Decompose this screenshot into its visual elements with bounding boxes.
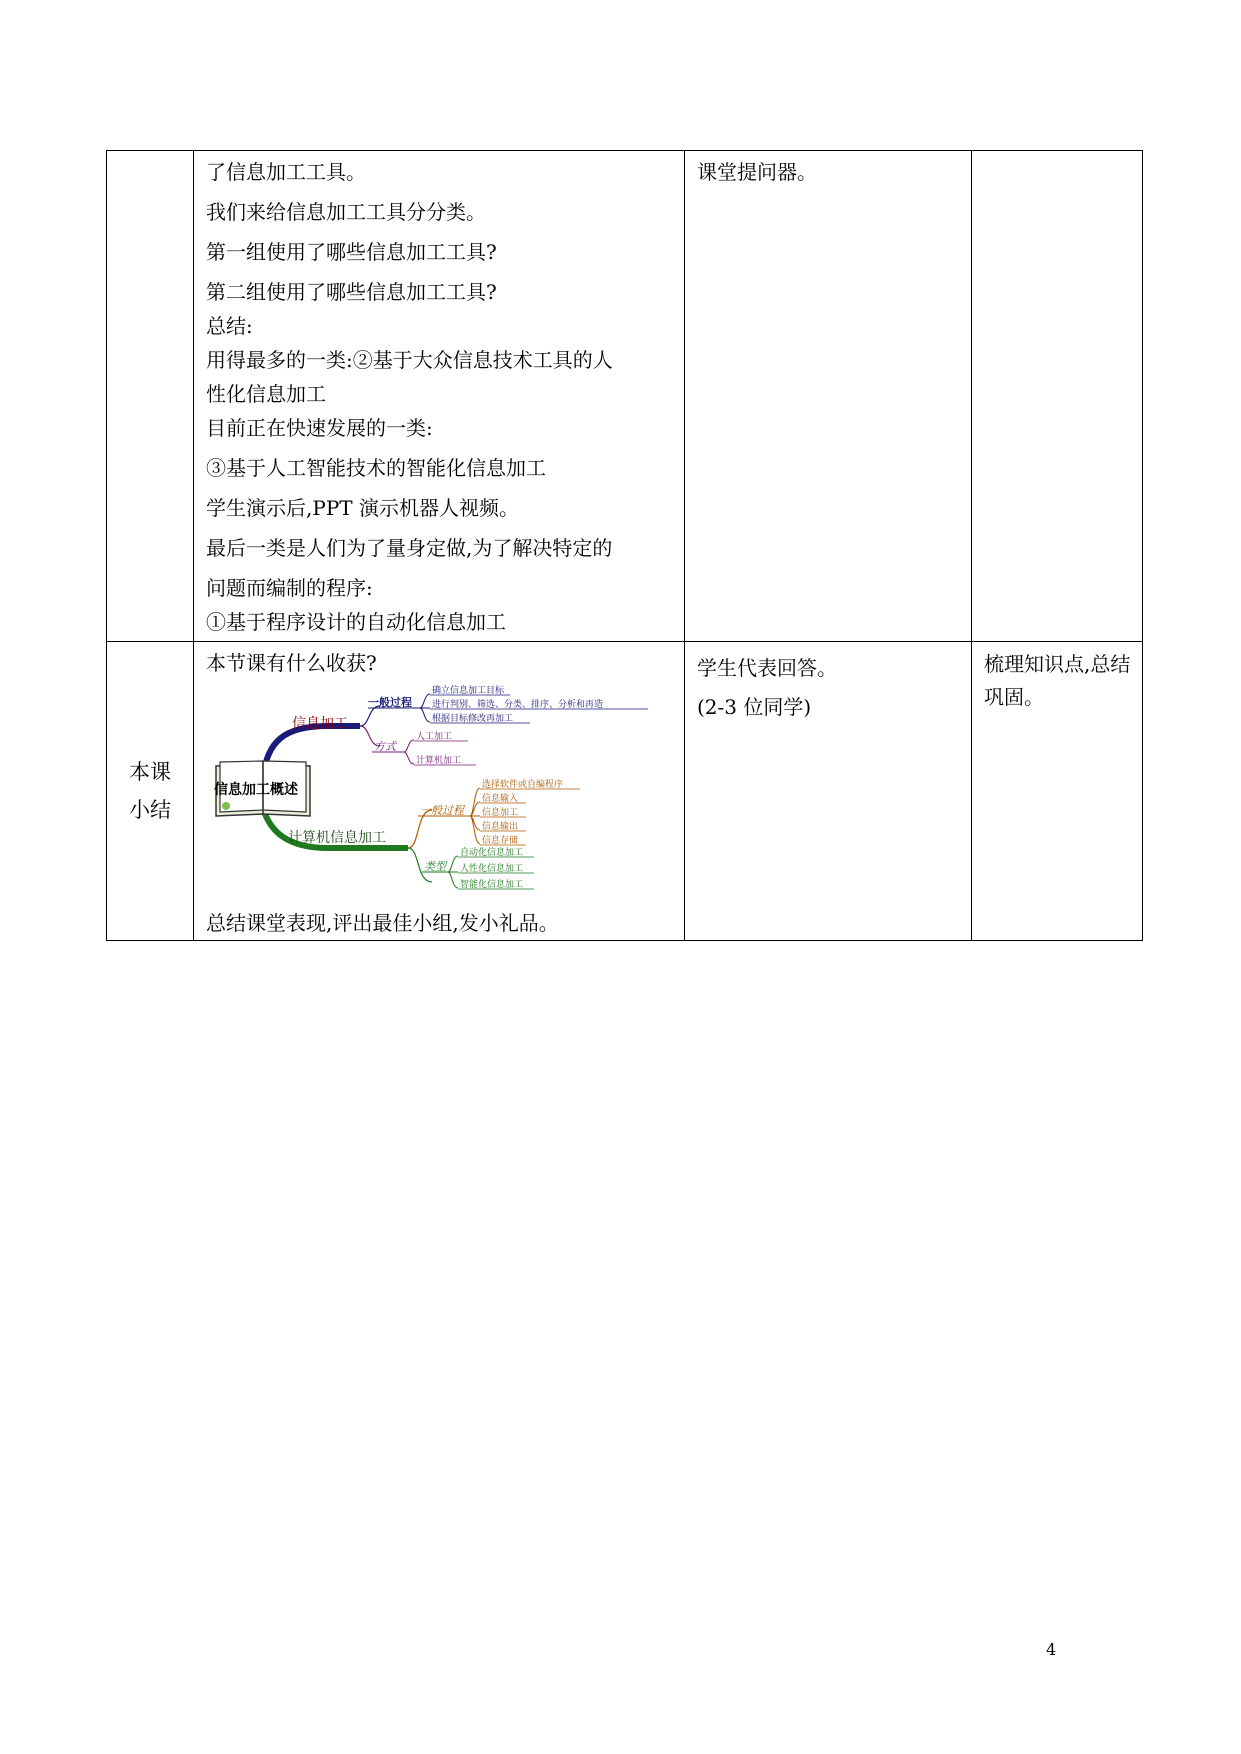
mind-map-leaf: 计算机加工	[416, 756, 462, 766]
content-line: 总结:	[206, 314, 253, 338]
design-intent-cell	[972, 642, 1143, 941]
mind-map-diagram	[208, 682, 678, 896]
content-line: 目前正在快速发展的一类:	[206, 416, 433, 440]
mind-map-leaf: 自动化信息加工	[460, 848, 524, 858]
student-activity-cell	[685, 642, 972, 941]
student-activity-text: 学生代表回答。	[697, 656, 837, 680]
content-line: 性化信息加工	[206, 382, 326, 406]
content-line: 我们来给信息加工工具分分类。	[206, 200, 486, 224]
student-activity-text: (2-3 位同学)	[697, 695, 812, 719]
mind-map-node: 一般过程	[420, 804, 464, 817]
content-line: 第一组使用了哪些信息加工工具?	[206, 240, 497, 264]
mind-map-branch: 信息加工	[292, 716, 348, 732]
mind-map-node: 方式	[374, 740, 396, 753]
mind-map-root: 信息加工概述	[214, 782, 298, 798]
mind-map-leaf: 信息输入	[482, 794, 519, 804]
summary-label-line: 小结	[129, 798, 171, 822]
mind-map-leaf: 智能化信息加工	[460, 880, 524, 890]
label-cell-empty	[107, 151, 194, 642]
design-intent-text: 梳理知识点,总结巩固。	[984, 652, 1131, 709]
content-line: 第二组使用了哪些信息加工工具?	[206, 280, 497, 304]
summary-question: 本节课有什么收获?	[206, 651, 377, 675]
summary-closing: 总结课堂表现,评出最佳小组,发小礼品。	[206, 911, 559, 935]
content-line: ③基于人工智能技术的智能化信息加工	[206, 456, 546, 480]
mind-map-branch: 计算机信息加工	[288, 830, 386, 846]
content-line: 学生演示后,PPT 演示机器人视频。	[206, 496, 519, 520]
content-line: 问题而编制的程序:	[206, 576, 373, 600]
design-intent-cell	[972, 151, 1143, 642]
mind-map-leaf: 信息存储	[482, 836, 519, 846]
mind-map-node: 类型	[424, 860, 446, 873]
mind-map-leaf: 信息输出	[482, 822, 519, 832]
page-number: 4	[1046, 1640, 1057, 1659]
content-line: 最后一类是人们为了量身定做,为了解决特定的	[206, 536, 613, 560]
content-cell	[194, 151, 685, 642]
summary-content-cell	[194, 642, 685, 941]
table-row	[107, 151, 1143, 642]
mind-map-leaf: 选择软件或自编程序	[482, 780, 564, 790]
mind-map-node: 一般过程	[368, 696, 412, 709]
lesson-plan-table	[106, 150, 1143, 941]
mind-map-leaf: 进行判别、筛选、分类、排序、分析和再造	[432, 700, 604, 710]
student-activity-cell	[685, 151, 972, 642]
mind-map-leaf: 人工加工	[416, 732, 453, 742]
student-activity-text: 课堂提问器。	[697, 160, 817, 184]
mind-map-leaf: 人性化信息加工	[460, 864, 524, 874]
content-line: 用得最多的一类:②基于大众信息技术工具的人	[206, 348, 613, 372]
summary-label-cell	[107, 642, 194, 941]
content-line: ①基于程序设计的自动化信息加工	[206, 610, 506, 634]
summary-label-line: 本课	[129, 760, 171, 784]
table-row	[107, 642, 1143, 941]
mind-map-leaf: 信息加工	[482, 808, 519, 818]
content-line: 了信息加工工具。	[206, 160, 366, 184]
mind-map-leaf: 根据目标修改再加工	[432, 714, 514, 724]
mind-map-leaf: 确立信息加工目标	[432, 686, 505, 696]
